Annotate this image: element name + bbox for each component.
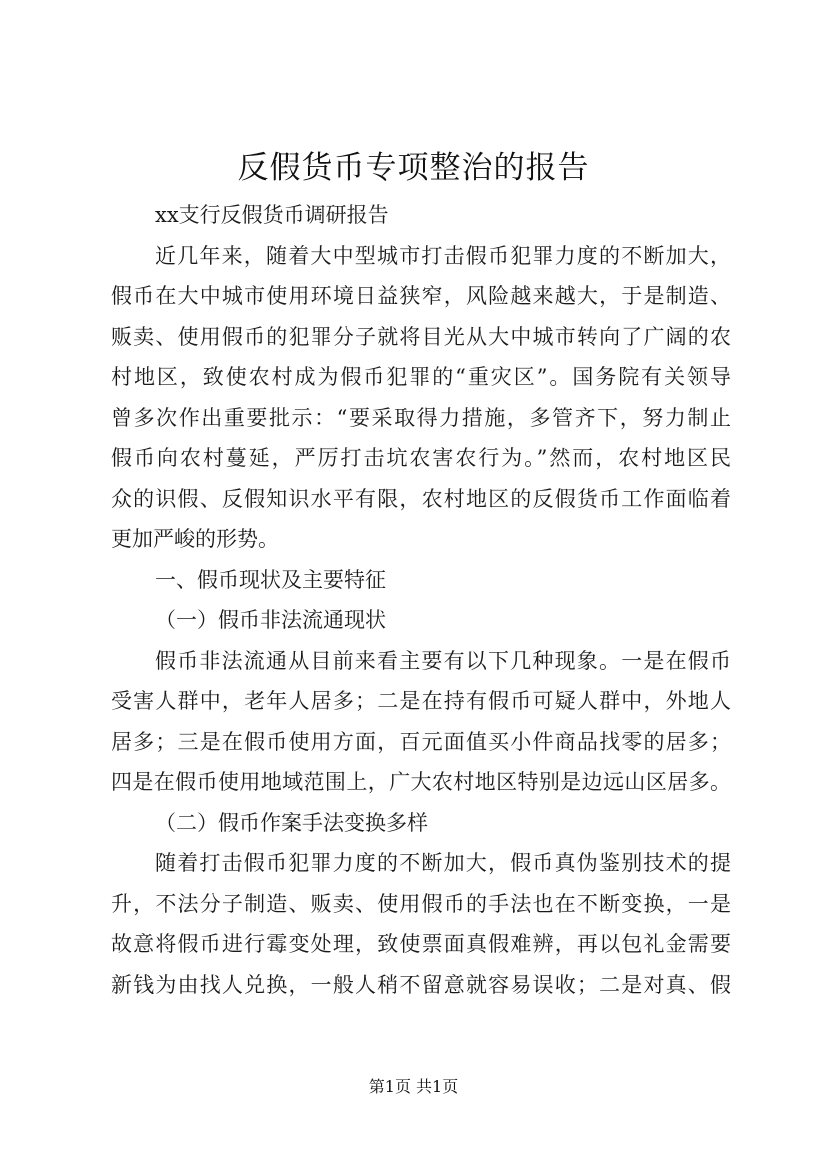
paragraph-line: 随着打击假币犯罪力度的不断加大，假币真伪鉴别技术的提 <box>155 851 731 875</box>
subsection-heading: （二）假币作案手法变换多样 <box>155 810 428 835</box>
paragraph-line: 曾多次作出重要批示：“要采取得力措施，多管齐下，努力制止 <box>111 405 731 430</box>
paragraph-line: 新钱为由找人兑换，一般人稍不留意就容易误收；二是对真、假 <box>111 972 731 997</box>
paragraph-line: 受害人群中，老年人居多；二是在持有假币可疑人群中，外地人 <box>111 689 731 713</box>
document-body <box>111 195 731 1005</box>
paragraph-line: 贩卖、使用假币的犯罪分子就将目光从大中城市转向了广阔的农 <box>111 324 731 349</box>
page-number-footer: 第1页 共1页 <box>368 1077 459 1096</box>
paragraph-line: 升，不法分子制造、贩卖、使用假币的手法也在不断变换，一是 <box>111 891 731 916</box>
paragraph-line: 假币在大中城市使用环境日益狭窄，风险越来越大，于是制造、 <box>111 284 731 308</box>
subtitle-line: xx支行反假货币调研报告 <box>155 203 389 227</box>
paragraph-line: 村地区，致使农村成为假币犯罪的“重灾区”。国务院有关领导 <box>111 365 731 389</box>
paragraph-line: 更加严峻的形势。 <box>111 527 279 551</box>
paragraph-line: 居多；三是在假币使用方面，百元面值买小件商品找零的居多； <box>111 729 731 754</box>
section-heading: 一、假币现状及主要特征 <box>155 567 386 592</box>
paragraph-line: 假币非法流通从目前来看主要有以下几种现象。一是在假币 <box>155 648 731 673</box>
subsection-heading: （一）假币非法流通现状 <box>155 608 386 632</box>
paragraph-line: 假币向农村蔓延，严厉打击坑农害农行为。”然而，农村地区民 <box>111 446 731 470</box>
paragraph-line: 四是在假币使用地域范围上，广大农村地区特别是边远山区居多。 <box>111 770 731 794</box>
paragraph-line: 故意将假币进行霉变处理，致使票面真假难辨，再以包礼金需要 <box>111 932 731 956</box>
paragraph-line: 近几年来，随着大中型城市打击假币犯罪力度的不断加大， <box>155 243 731 268</box>
paragraph-line: 众的识假、反假知识水平有限，农村地区的反假货币工作面临着 <box>111 486 731 511</box>
document-title: 反假货币专项整治的报告 <box>237 150 590 186</box>
